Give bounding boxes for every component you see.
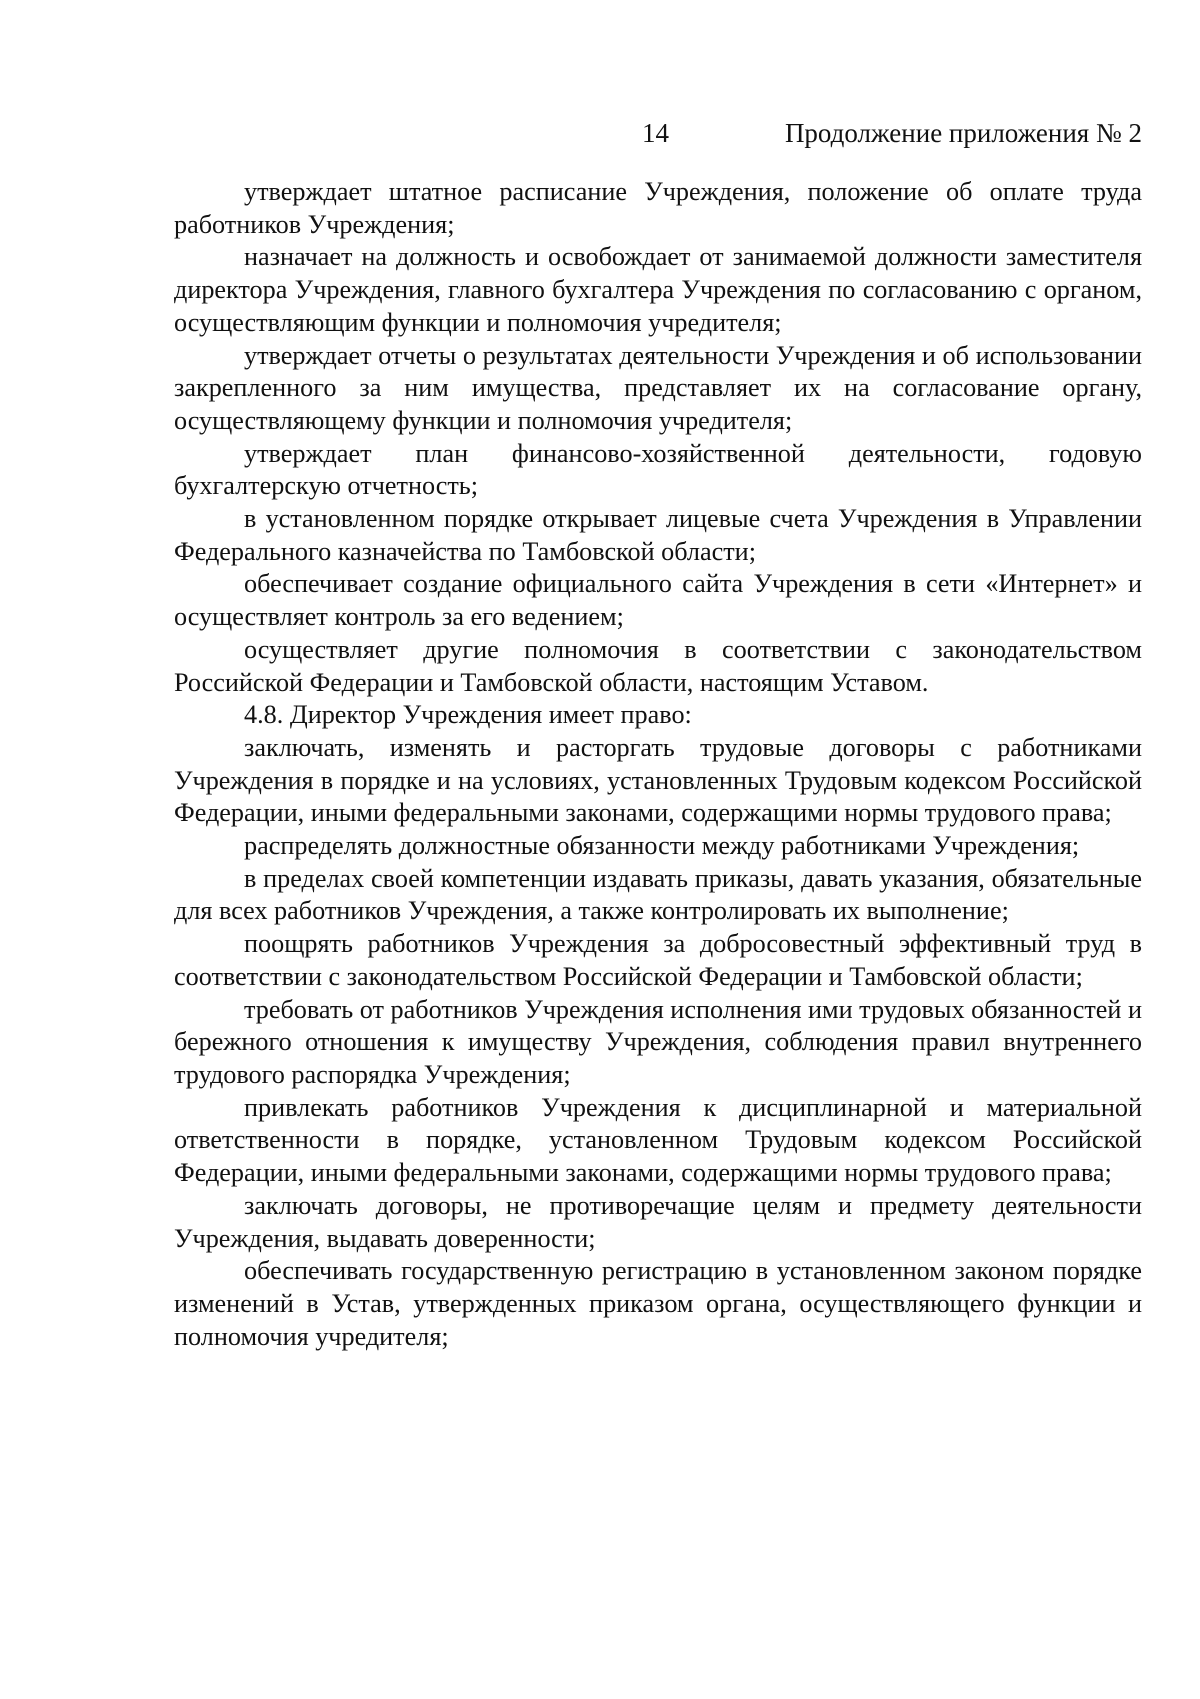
paragraph: заключать, изменять и расторгать трудовые договоры с работниками Учреждения в порядке и на условиях, установленных Трудовым кодексом Российской Федерации, иными федеральными законами, содержащими нормы трудового права; bbox=[174, 732, 1142, 828]
paragraph: привлекать работников Учреждения к дисциплинарной и материальной ответственности в порядке, установленном Трудовым кодексом Российской Федерации, иными федеральными законами, содержащими нормы трудового права; bbox=[174, 1092, 1142, 1188]
paragraph: поощрять работников Учреждения за добросовестный эффективный труд в соответствии с законодательством Российской Федерации и Тамбовской области; bbox=[174, 929, 1142, 991]
section-heading: 4.8. Директор Учреждения имеет право: bbox=[244, 700, 692, 730]
paragraph: распределять должностные обязанности между работниками Учреждения; bbox=[244, 831, 1080, 861]
document-body bbox=[174, 176, 1142, 1353]
paragraph: утверждает отчеты о результатах деятельности Учреждения и об использовании закрепленного за ним имущества, представляет их на согласование органу, осуществляющему функции и полномочия учредителя; bbox=[174, 340, 1142, 435]
paragraph: в пределах своей компетенции издавать приказы, давать указания, обязательные для всех работников Учреждения, а также контролировать их выполнение; bbox=[174, 863, 1142, 926]
paragraph: требовать от работников Учреждения исполнения ими трудовых обязанностей и бережного отношения к имуществу Учреждения, соблюдения правил внутреннего трудового распорядка Учреждения; bbox=[174, 994, 1142, 1089]
paragraph: в установленном порядке открывает лицевые счета Учреждения в Управлении Федерального казначейства по Тамбовской области; bbox=[174, 504, 1142, 566]
paragraph: обеспечивает создание официального сайта Учреждения в сети «Интернет» и осуществляет контроль за его ведением; bbox=[174, 569, 1142, 632]
paragraph: утверждает план финансово-хозяйственной деятельности, годовую бухгалтерскую отчетность; bbox=[174, 438, 1142, 501]
appendix-note: Продолжение приложения № 2 bbox=[784, 118, 1142, 148]
paragraph: назначает на должность и освобождает от занимаемой должности заместителя директора Учреждения, главного бухгалтера Учреждения по согласованию с органом, осуществляющим функции и полномочия учредителя; bbox=[174, 242, 1142, 337]
page-header bbox=[174, 113, 1142, 153]
paragraph: заключать договоры, не противоречащие целям и предмету деятельности Учреждения, выдавать доверенности; bbox=[174, 1190, 1142, 1253]
paragraph: осуществляет другие полномочия в соответствии с законодательством Российской Федерации и Тамбовской области, настоящим Уставом. bbox=[174, 634, 1142, 697]
paragraph: обеспечивать государственную регистрацию в установленном законом порядке изменений в Устав, утвержденных приказом органа, осуществляющего функции и полномочия учредителя; bbox=[174, 1256, 1142, 1351]
page-number: 14 bbox=[642, 118, 669, 148]
paragraph: утверждает штатное расписание Учреждения, положение об оплате труда работников Учреждения; bbox=[174, 177, 1142, 239]
